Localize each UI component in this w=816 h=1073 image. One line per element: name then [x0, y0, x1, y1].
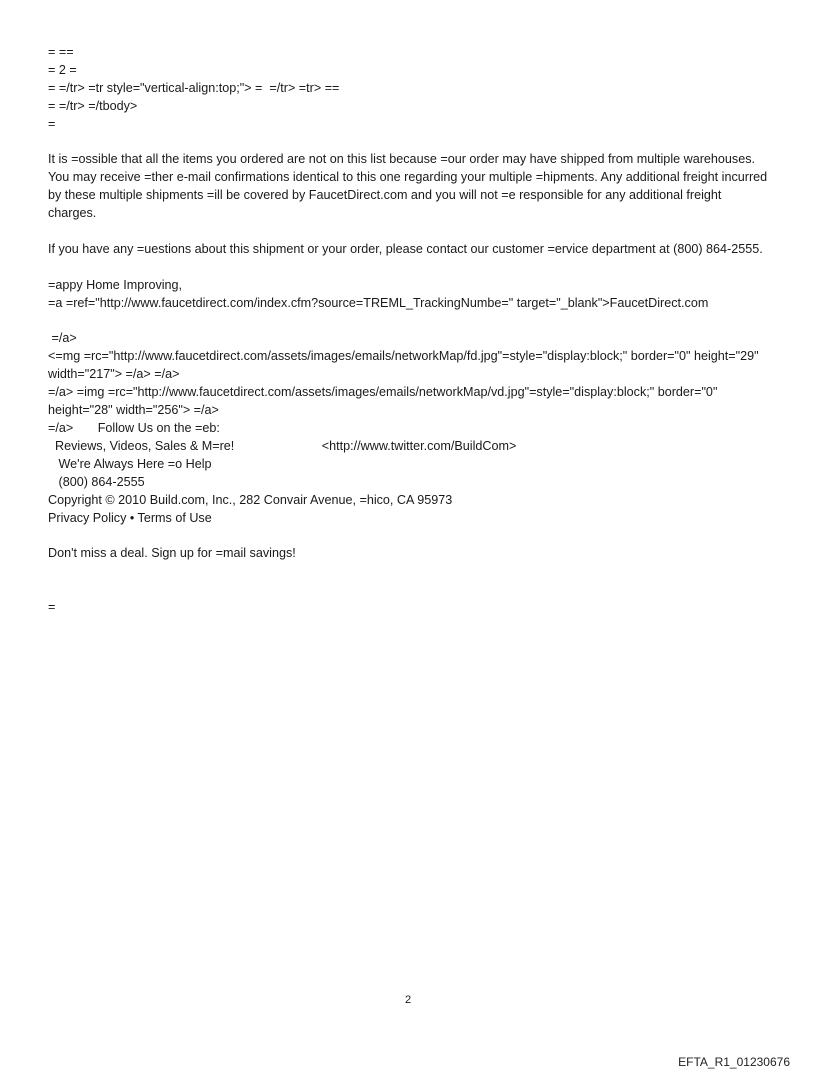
follow-us-line: =/a> Follow Us on the =eb: — [48, 420, 220, 435]
multi-shipment-paragraph: It is =ossible that all the items you ordered are not on this list because =our order may have shipped from multiple warehouses. You may receive =ther e-mail confirmations identical to this one regarding your multiple =hipments. Any additional freight incurred by these multiple shipments =ill be covered by FaucetDirect.com and you will not =e responsible for any additional freight charges. — [48, 152, 768, 221]
page-number: 2 — [404, 994, 412, 1006]
markup-line-2: = 2 = — [48, 62, 77, 77]
contact-paragraph: If you have any =uestions about this shipment or your order, please contact our customer =ervice department at (800) 864-2555. — [48, 241, 763, 256]
reviews-line: Reviews, Videos, Sales & M=re! <http://www.twitter.com/BuildCom> — [48, 438, 517, 453]
markup-line-4: = =/tr> =/tbody> — [48, 98, 138, 113]
policy-links-line: Privacy Policy • Terms of Use — [48, 510, 212, 525]
help-line: We're Always Here =o Help — [48, 456, 212, 471]
close-anchor-line: =/a> — [48, 331, 77, 346]
markup-line-3: = =/tr> =tr style="vertical-align:top;"> = =/tr> =tr> == — [48, 80, 340, 95]
trailing-equals-line: = — [48, 599, 56, 614]
document-id: EFTA_R1_01230676 — [678, 1055, 790, 1069]
image-tag-line-1: <=mg =rc="http://www.faucetdirect.com/assets/images/emails/networkMap/fd.jpg"=style="display:block;" border="0" height="29" width="217"> =/a> =/a> — [48, 349, 759, 382]
markup-line-1: = == — [48, 45, 74, 59]
image-tag-line-2: =/a> =img =rc="http://www.faucetdirect.com/assets/images/emails/networkMap/vd.jpg"=style="display:block;" border="0" height="28" width="256"> =/a> — [48, 385, 718, 418]
signup-line: Don't miss a deal. Sign up for =mail savings! — [48, 546, 296, 561]
email-body — [48, 44, 772, 617]
signoff-line: =appy Home Improving, — [48, 277, 183, 292]
faucetdirect-link-line: =a =ref="http://www.faucetdirect.com/index.cfm?source=TREML_TrackingNumbe=" target="_blank">FaucetDirect.com — [48, 295, 709, 310]
copyright-line: Copyright © 2010 Build.com, Inc., 282 Convair Avenue, =hico, CA 95973 — [48, 492, 453, 507]
markup-line-5: = — [48, 116, 56, 131]
phone-line: (800) 864-2555 — [48, 474, 145, 489]
